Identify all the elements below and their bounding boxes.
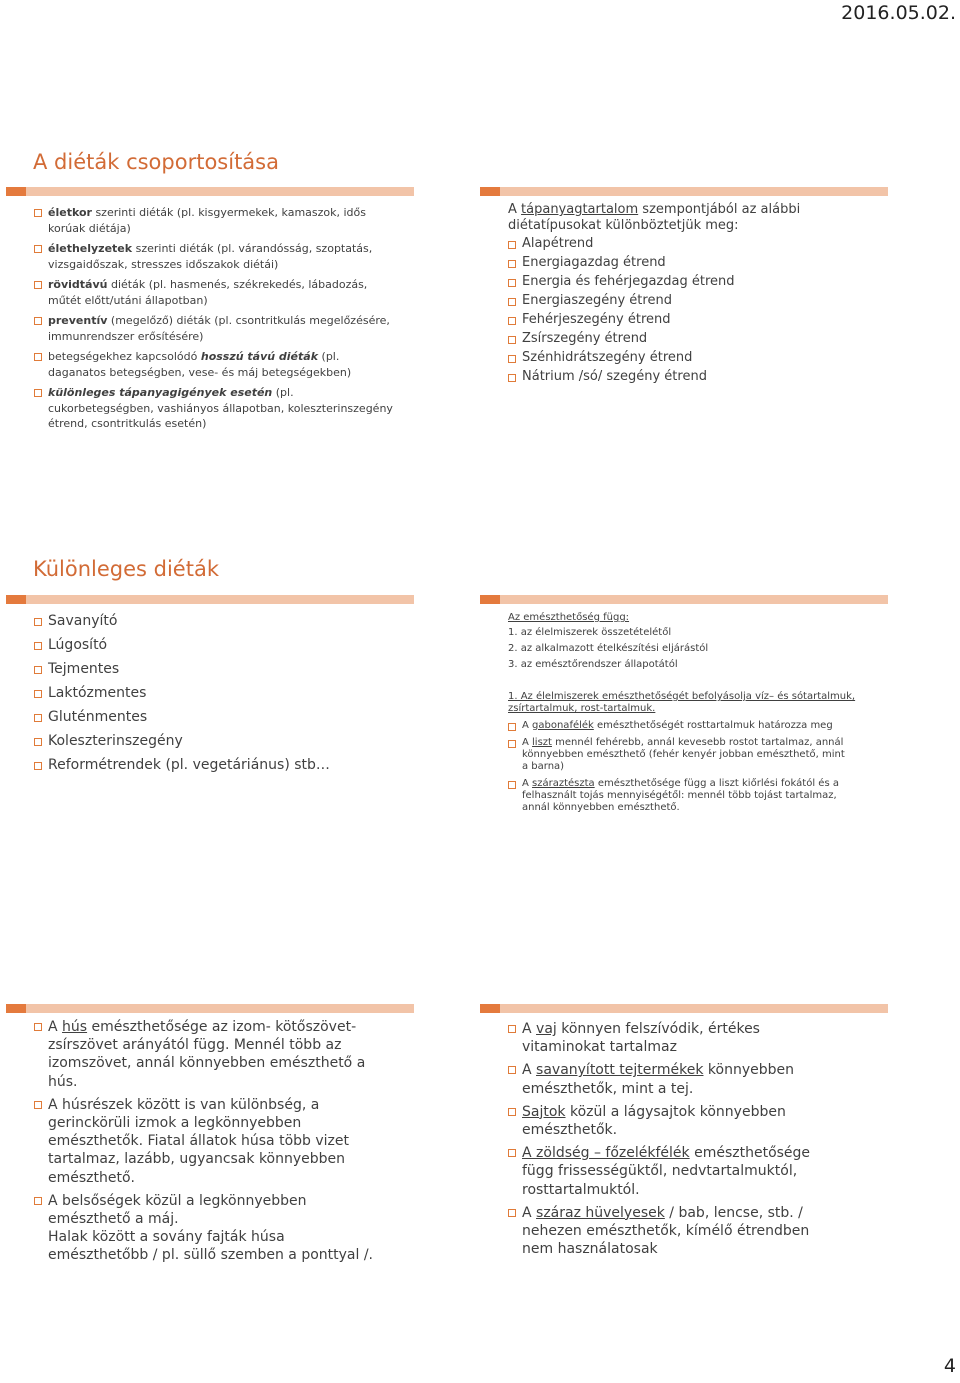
list-item: Savanyító — [34, 612, 414, 630]
list-item: Energiagazdag étrend — [508, 255, 868, 271]
list-item: A gabonafélék emészthetőségét rosttartalmuk határozza meg — [508, 720, 853, 732]
list-item: különleges tápanyagigények esetén (pl. cukorbetegségben, vashiányos állapotban, koleszterinszegény étrend, csontritkulás esetén) — [34, 385, 394, 432]
title-divider — [480, 1004, 888, 1013]
list-item: Reformétrendek (pl. vegetáriánus) stb… — [34, 756, 414, 774]
diet-group-list — [34, 205, 394, 437]
title-divider — [480, 595, 888, 604]
nutrient-diet-list — [508, 236, 868, 388]
list-item: élethelyzetek szerinti diéták (pl. várandósság, szoptatás, vizsgaidőszak, stresszes időszakok diétái) — [34, 241, 394, 272]
title-divider — [6, 1004, 414, 1013]
list-item: rövidtávú diéták (pl. hasmenés, székrekedés, lábadozás, műtét előtt/utáni állapotban) — [34, 277, 394, 308]
slide-title: Különleges diéták — [33, 557, 219, 581]
list-item: Koleszterinszegény — [34, 732, 414, 750]
slide-meat-digestibility — [0, 940, 480, 1320]
title-divider — [6, 187, 414, 196]
text-line: 3. az emésztőrendszer állapotától — [508, 659, 678, 670]
digestibility-list — [508, 720, 853, 819]
list-item: Gluténmentes — [34, 708, 414, 726]
list-item: preventív (megelőző) diéták (pl. csontritkulás megelőzésére, immunrendszer erősítésére) — [34, 313, 394, 344]
text-line: 2. az alkalmazott ételkészítési eljárástól — [508, 643, 709, 654]
slide-digestibility — [480, 470, 960, 940]
section-heading: Az emészthetőség függ: — [508, 612, 630, 623]
print-date: 2016.05.02. — [841, 2, 956, 24]
list-item: A hús emészthetősége az izom- kötőszövet-zsírszövet arányától függ. Mennél több az izomszövet, annál könnyebben emészthető a hús. — [34, 1018, 389, 1091]
list-item: Szénhidrátszegény étrend — [508, 350, 868, 366]
section-subheading: 1. Az élelmiszerek emészthetőségét befolyásolja víz– és sótartalmuk, zsírtartalmuk, rost-tartalmuk. — [508, 691, 856, 714]
meat-list — [34, 1018, 389, 1270]
list-item: A húsrészek között is van különbség, a gerinckörüli izmok a legkönnyebben emészthetők. Fiatal állatok húsa több vizet tartalmaz, lazább, ugyancsak könnyebben emészthető. — [34, 1096, 389, 1187]
list-item: betegségekhez kapcsolódó hosszú távú diéták (pl. daganatos betegségben, vese- és máj betegségekben) — [34, 349, 394, 380]
list-item: Tejmentes — [34, 660, 414, 678]
title-divider — [6, 595, 414, 604]
list-item: életkor szerinti diéták (pl. kisgyermekek, kamaszok, idős korúak diétája) — [34, 205, 394, 236]
list-item: Fehérjeszegény étrend — [508, 312, 868, 328]
list-item: A belsőségek közül a legkönnyebben emészthető a máj. Halak között a sovány fajták húsa emészthetőbb / pl. süllő szemben a ponttyal /. — [34, 1192, 389, 1265]
slide-diet-groups — [0, 0, 480, 470]
list-item: A száraz hüvelyesek / bab, lencse, stb. / nehezen emészthetők, kímélő étrendben nem használatosak — [508, 1204, 843, 1259]
text-line: 1. az élelmiszerek összetételétől — [508, 627, 672, 638]
list-item: Sajtok közül a lágysajtok könnyebben emészthetők. — [508, 1103, 843, 1139]
page-number: 4 — [943, 1355, 956, 1377]
special-diet-list — [34, 612, 414, 780]
list-item: A savanyított tejtermékek könnyebben emészthetők, mint a tej. — [508, 1061, 843, 1097]
list-item: Energia és fehérjegazdag étrend — [508, 274, 868, 290]
intro-text: A tápanyagtartalom szempontjából az alábbi diétatípusokat különböztetjük meg: — [508, 202, 801, 233]
food-list — [508, 1020, 843, 1263]
slide-dairy-vegetables — [480, 940, 960, 1320]
slide-title: A diéták csoportosítása — [33, 150, 279, 174]
list-item: Zsírszegény étrend — [508, 331, 868, 347]
list-item: A vaj könnyen felszívódik, értékes vitaminokat tartalmaz — [508, 1020, 843, 1056]
list-item: Alapétrend — [508, 236, 868, 252]
list-item: A száraztészta emészthetősége függ a liszt kiőrlési fokától és a felhasznált tojás mennyiségétől: mennél több tojást tartalmaz, annál könnyebben emészthető. — [508, 778, 853, 814]
list-item: Nátrium /só/ szegény étrend — [508, 369, 868, 385]
list-item: A liszt mennél fehérebb, annál kevesebb rostot tartalmaz, annál könnyebben emészthető (fehér kenyér jobban emészthető, mint a barna) — [508, 737, 853, 773]
slide-nutrient-diets — [480, 0, 960, 470]
list-item: Energiaszegény étrend — [508, 293, 868, 309]
title-divider — [480, 187, 888, 196]
list-item: Lúgosító — [34, 636, 414, 654]
list-item: Laktózmentes — [34, 684, 414, 702]
list-item: A zöldség – főzelékfélék emészthetősége függ frissességüktől, nedvtartalmuktól, rosttartalmuktól. — [508, 1144, 843, 1199]
slide-special-diets — [0, 470, 480, 940]
